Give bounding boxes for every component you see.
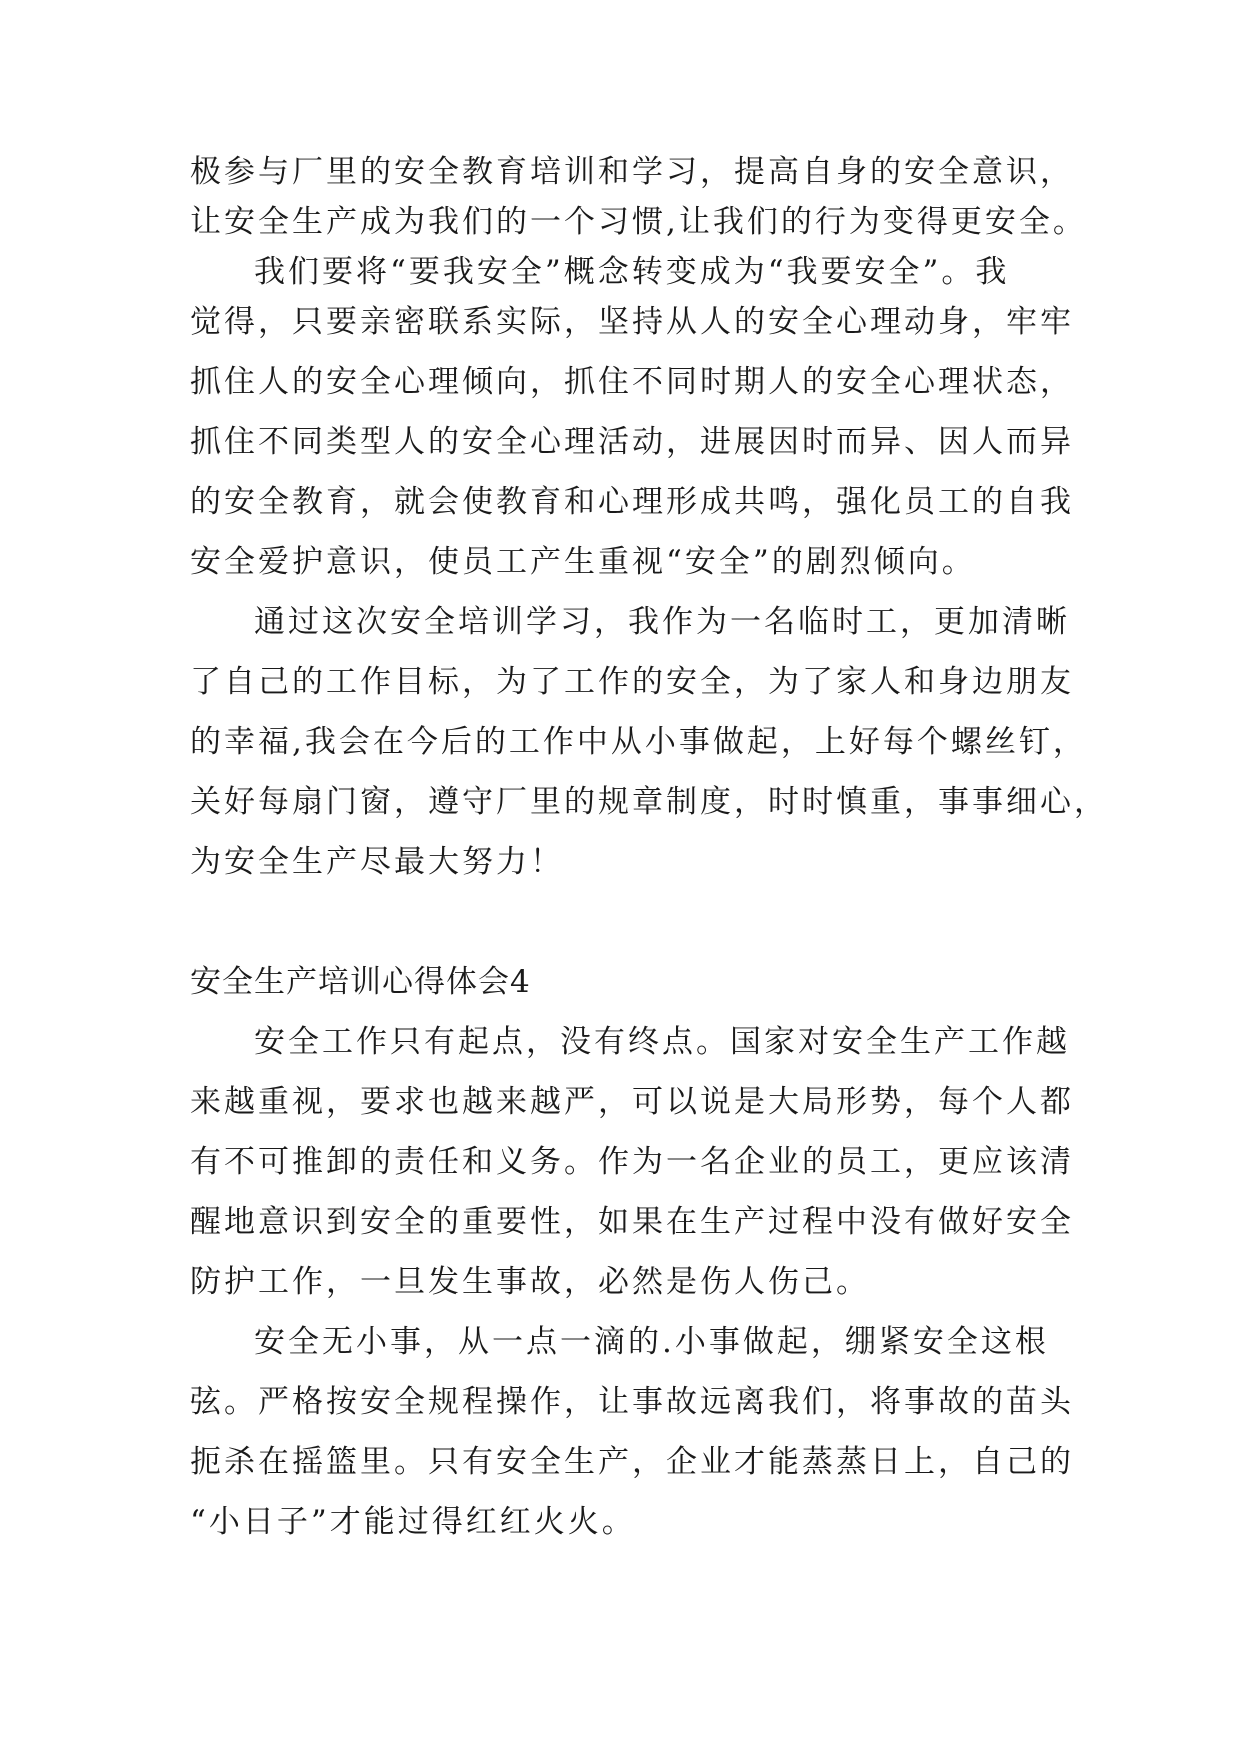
text-line: 为安全生产尽最大努力！ [190,844,564,880]
text-line: 醒地意识到安全的重要性，如果在生产过程中没有做好安全 [190,1204,1074,1240]
text-line: 防护工作，一旦发生事故，必然是伤人伤己。 [190,1264,870,1300]
text-line: 觉得，只要亲密联系实际，坚持从人的安全心理动身，牢牢 [190,304,1074,340]
text-line: 弦。严格按安全规程操作，让事故远离我们，将事故的苗头 [190,1384,1074,1420]
text-line: 扼杀在摇篮里。只有安全生产，企业才能蒸蒸日上，自己的 [190,1444,1074,1480]
text-line: 让安全生产成为我们的一个习惯,让我们的行为变得更安全。 [190,204,1087,240]
text-line: 安全无小事，从一点一滴的.小事做起，绷紧安全这根 [254,1324,1049,1360]
text-line: 安全爱护意识，使员工产生重视“安全”的剧烈倾向。 [190,544,976,580]
section-heading: 安全生产培训心得体会4 [190,964,531,1000]
text-line: 了自己的工作目标，为了工作的安全，为了家人和身边朋友 [190,664,1074,700]
text-line: “小日子”才能过得红红火火。 [190,1504,636,1540]
text-line: 关好每扇门窗，遵守厂里的规章制度，时时慎重，事事细心， [190,784,1108,820]
text-line: 有不可推卸的责任和义务。作为一名企业的员工，更应该清 [190,1144,1074,1180]
text-line: 的安全教育，就会使教育和心理形成共鸣，强化员工的自我 [190,484,1074,520]
text-line: 极参与厂里的安全教育培训和学习，提高自身的安全意识， [190,154,1074,190]
text-line: 的幸福,我会在今后的工作中从小事做起，上好每个螺丝钉， [190,724,1087,760]
text-line: 通过这次安全培训学习，我作为一名临时工，更加清晰 [254,604,1070,640]
text-line: 来越重视，要求也越来越严，可以说是大局形势，每个人都 [190,1084,1074,1120]
text-line: 抓住不同类型人的安全心理活动，进展因时而异、因人而异 [190,424,1074,460]
text-line: 安全工作只有起点，没有终点。国家对安全生产工作越 [254,1024,1070,1060]
text-line: 我们要将“要我安全”概念转变成为“我要安全”。我 [254,254,1010,290]
text-line: 抓住人的安全心理倾向，抓住不同时期人的安全心理状态， [190,364,1074,400]
